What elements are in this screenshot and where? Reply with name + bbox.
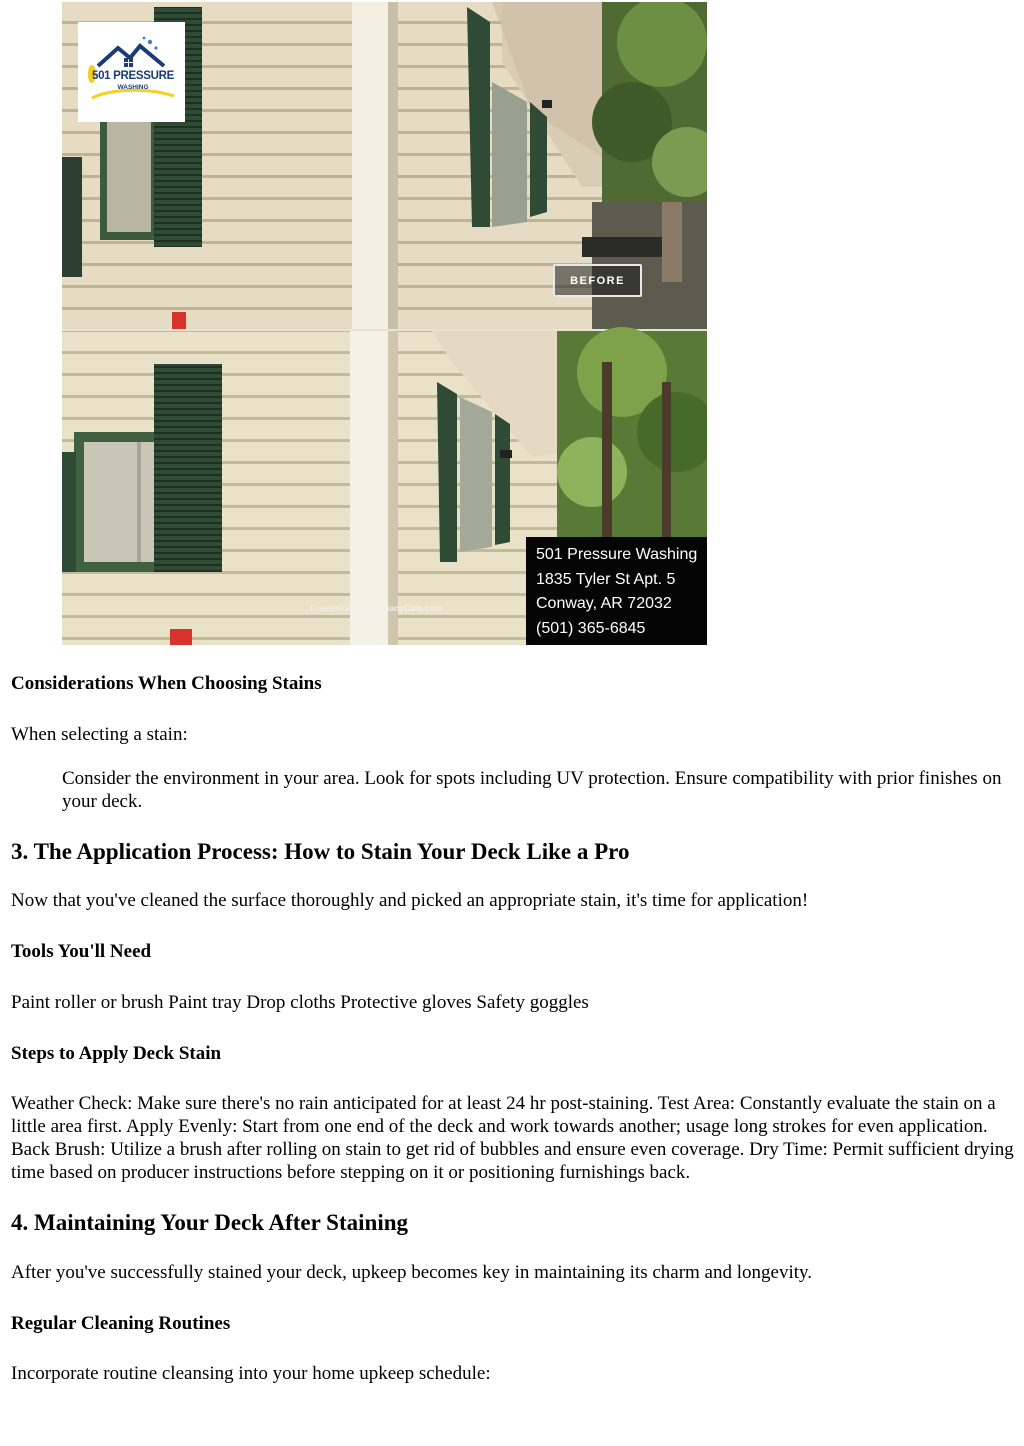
considerations-heading: Considerations When Choosing Stains (11, 673, 322, 694)
watermark-brand: CompanyCam.com (365, 603, 443, 613)
photo-watermark (310, 603, 442, 613)
section-4-intro: After you've successfully stained your deck, upkeep becomes key in maintaining its charm and longevity. (11, 1262, 813, 1283)
steps-text: Weather Check: Make sure there's no rain anticipated for at least 24 hr post-staining. Test Area: Constantly evaluate the stain on a little area first. Apply Evenly: Start from one end of the deck and work towards another; usage long strokes for even application. Back Brush: Utilize a brush after rolling on stain to get rid of bubbles and ensure even coverage. Dry Time: Permit sufficient drying time based on producer instructions before stepping on it or positioning furnishings back. (11, 1093, 1014, 1183)
info-line-name: 501 Pressure Washing (536, 546, 698, 563)
watermark-prefix: Created using (310, 603, 363, 613)
section-3-intro: Now that you've cleaned the surface thoroughly and picked an appropriate stain, it's time for application! (11, 890, 809, 911)
steps-heading: Steps to Apply Deck Stain (11, 1043, 222, 1064)
logo-brand-text: 501 PRESSURE (91, 70, 175, 82)
section-3-heading: 3. The Application Process: How to Stain Your Deck Like a Pro (11, 839, 630, 864)
company-logo (78, 22, 185, 122)
before-badge: BEFORE (553, 264, 642, 297)
tools-heading: Tools You'll Need (11, 941, 152, 962)
considerations-intro: When selecting a stain: (11, 724, 188, 745)
info-line-city: Conway, AR 72032 (536, 595, 672, 612)
section-4-heading: 4. Maintaining Your Deck After Staining (11, 1210, 408, 1235)
info-line-street: 1835 Tyler St Apt. 5 (536, 570, 676, 588)
logo-sub-text: WASHING (117, 84, 149, 91)
cleaning-text: Incorporate routine cleansing into your home upkeep schedule: (11, 1363, 491, 1384)
tools-list: Paint roller or brush Paint tray Drop cloths Protective gloves Safety goggles (11, 992, 589, 1013)
before-after-photo (62, 2, 707, 645)
info-line-phone: (501) 365-6845 (536, 619, 646, 637)
considerations-list: Consider the environment in your area. Look for spots including UV protection. Ensure compatibility with prior finishes on your deck. (62, 768, 1002, 812)
company-info-box (526, 537, 707, 645)
cleaning-heading: Regular Cleaning Routines (11, 1313, 231, 1334)
